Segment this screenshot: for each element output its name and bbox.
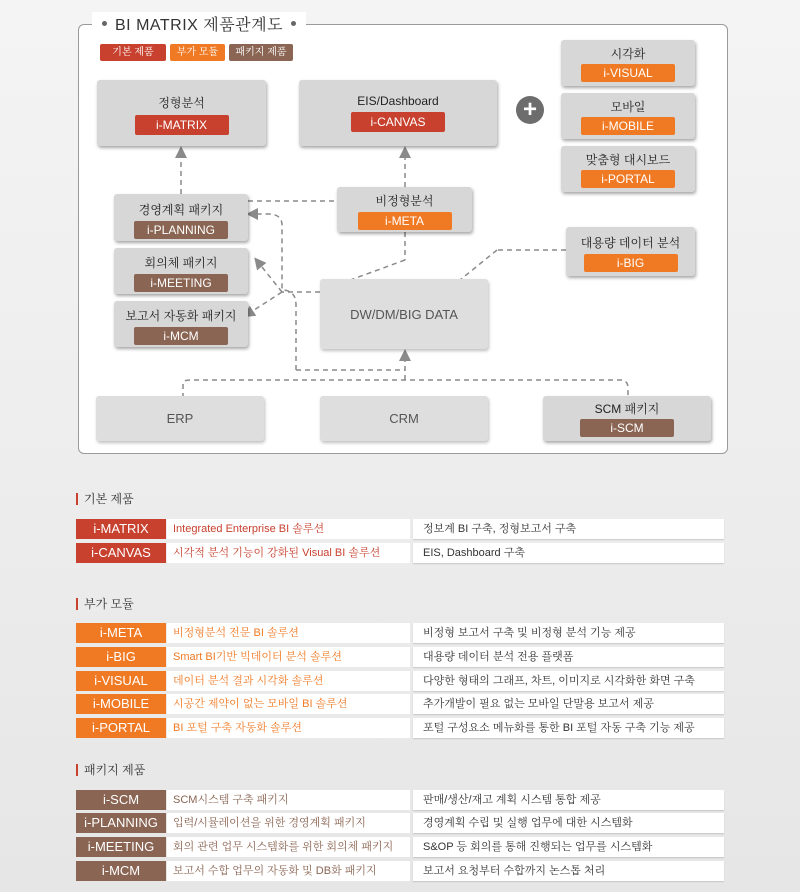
section-addon-heading: [76, 595, 134, 612]
row-desc: 시공간 제약이 없는 모바일 BI 솔루션: [167, 694, 410, 714]
row-desc: SCM시스템 구축 패키지: [167, 790, 410, 810]
node-big-tag: i-BIG: [584, 254, 678, 272]
node-mcm: [114, 301, 248, 347]
row-desc: Smart BI기반 빅데이터 분석 솔루션: [167, 647, 410, 667]
node-meta-title: 비정형분석: [375, 194, 434, 208]
node-mobile-tag: i-MOBILE: [581, 117, 675, 135]
node-portal: [561, 146, 695, 192]
node-meta-tag: i-META: [358, 212, 452, 230]
diagram-title-text: BI MATRIX 제품관계도: [115, 17, 284, 34]
section-package-title: 패키지 제품: [84, 763, 146, 777]
row-desc: 보고서 수합 업무의 자동화 및 DB화 패키지: [167, 861, 410, 881]
row-desc: 데이터 분석 결과 시각화 솔루션: [167, 671, 410, 691]
node-visual: [561, 40, 695, 86]
node-mobile: [561, 93, 695, 139]
node-planning-title: 경영계획 패키지: [138, 203, 224, 217]
node-meta: [337, 187, 472, 232]
row-tag: i-PLANNING: [76, 813, 166, 833]
node-scm-tag: i-SCM: [580, 419, 674, 437]
row-desc: 회의 관련 업무 시스템화를 위한 회의체 패키지: [167, 837, 410, 857]
node-big-title: 대용량 데이터 분석: [580, 236, 681, 250]
node-planning: [114, 194, 248, 241]
row-desc: 입력/시뮬레이션을 위한 경영계획 패키지: [167, 813, 410, 833]
node-meeting-tag: i-MEETING: [134, 274, 228, 292]
plus-icon: +: [516, 96, 544, 124]
section-addon-title: 부가 모듈: [84, 597, 134, 611]
node-meeting: [114, 248, 248, 294]
row-feature: EIS, Dashboard 구축: [413, 543, 724, 563]
section-bar-icon: [76, 493, 78, 505]
node-canvas-title: EIS/Dashboard: [357, 94, 439, 108]
node-mcm-title: 보고서 자동화 패키지: [125, 309, 237, 323]
node-portal-title: 맞춤형 대시보드: [585, 153, 671, 167]
row-feature: 다양한 형태의 그래프, 차트, 이미지로 시각화한 화면 구축: [413, 671, 724, 691]
row-feature: S&OP 등 회의를 통해 진행되는 업무를 시스템화: [413, 837, 724, 857]
section-package-heading: [76, 761, 145, 778]
row-desc: Integrated Enterprise BI 솔루션: [167, 519, 410, 539]
node-mobile-title: 모바일: [610, 100, 646, 114]
node-scm-title: SCM 패키지: [594, 402, 660, 416]
row-tag: i-MOBILE: [76, 694, 166, 714]
node-visual-tag: i-VISUAL: [581, 64, 675, 82]
node-matrix-title: 정형분석: [158, 96, 205, 110]
node-canvas-tag: i-CANVAS: [351, 112, 445, 132]
row-tag: i-PORTAL: [76, 718, 166, 738]
row-desc: BI 포털 구축 자동화 솔루션: [167, 718, 410, 738]
legend-addon: 부가 모듈: [170, 44, 225, 61]
legend-package: 패키지 제품: [229, 44, 293, 61]
row-feature: 비정형 보고서 구축 및 비정형 분석 기능 제공: [413, 623, 724, 643]
row-tag: i-MCM: [76, 861, 166, 881]
row-feature: 정보계 BI 구축, 정형보고서 구축: [413, 519, 724, 539]
node-planning-tag: i-PLANNING: [134, 221, 228, 239]
node-matrix-tag: i-MATRIX: [135, 115, 229, 135]
row-feature: 보고서 요청부터 수합까지 논스톱 처리: [413, 861, 724, 881]
node-matrix: [97, 80, 266, 146]
row-tag: i-MEETING: [76, 837, 166, 857]
row-feature: 대용량 데이터 분석 전용 플랫폼: [413, 647, 724, 667]
node-big: [566, 227, 695, 276]
row-tag: i-BIG: [76, 647, 166, 667]
node-erp: ERP: [96, 396, 264, 441]
row-tag: i-CANVAS: [76, 543, 166, 563]
node-visual-title: 시각화: [610, 47, 646, 61]
node-canvas: [299, 80, 497, 146]
node-meeting-title: 회의체 패키지: [144, 256, 218, 270]
row-desc: 비정형분석 전문 BI 솔루션: [167, 623, 410, 643]
row-tag: i-META: [76, 623, 166, 643]
node-portal-tag: i-PORTAL: [581, 170, 675, 188]
row-tag: i-MATRIX: [76, 519, 166, 539]
section-bar-icon: [76, 764, 78, 776]
node-mcm-tag: i-MCM: [134, 327, 228, 345]
row-feature: 포털 구성요소 메뉴화를 통한 BI 포털 자동 구축 기능 제공: [413, 718, 724, 738]
row-feature: 경영계획 수립 및 실행 업무에 대한 시스템화: [413, 813, 724, 833]
section-base-title: 기본 제품: [84, 492, 134, 506]
row-tag: i-SCM: [76, 790, 166, 810]
node-scm: [543, 396, 711, 441]
section-base-heading: [76, 490, 134, 507]
node-crm: CRM: [320, 396, 488, 441]
row-tag: i-VISUAL: [76, 671, 166, 691]
legend-base: 기본 제품: [100, 44, 166, 61]
node-dw: DW/DM/BIG DATA: [320, 279, 488, 349]
row-desc: 시각적 분석 기능이 강화된 Visual BI 솔루션: [167, 543, 410, 563]
row-feature: 추가개발이 필요 없는 모바일 단말용 보고서 제공: [413, 694, 724, 714]
section-bar-icon: [76, 598, 78, 610]
row-feature: 판매/생산/재고 계획 시스템 통합 제공: [413, 790, 724, 810]
